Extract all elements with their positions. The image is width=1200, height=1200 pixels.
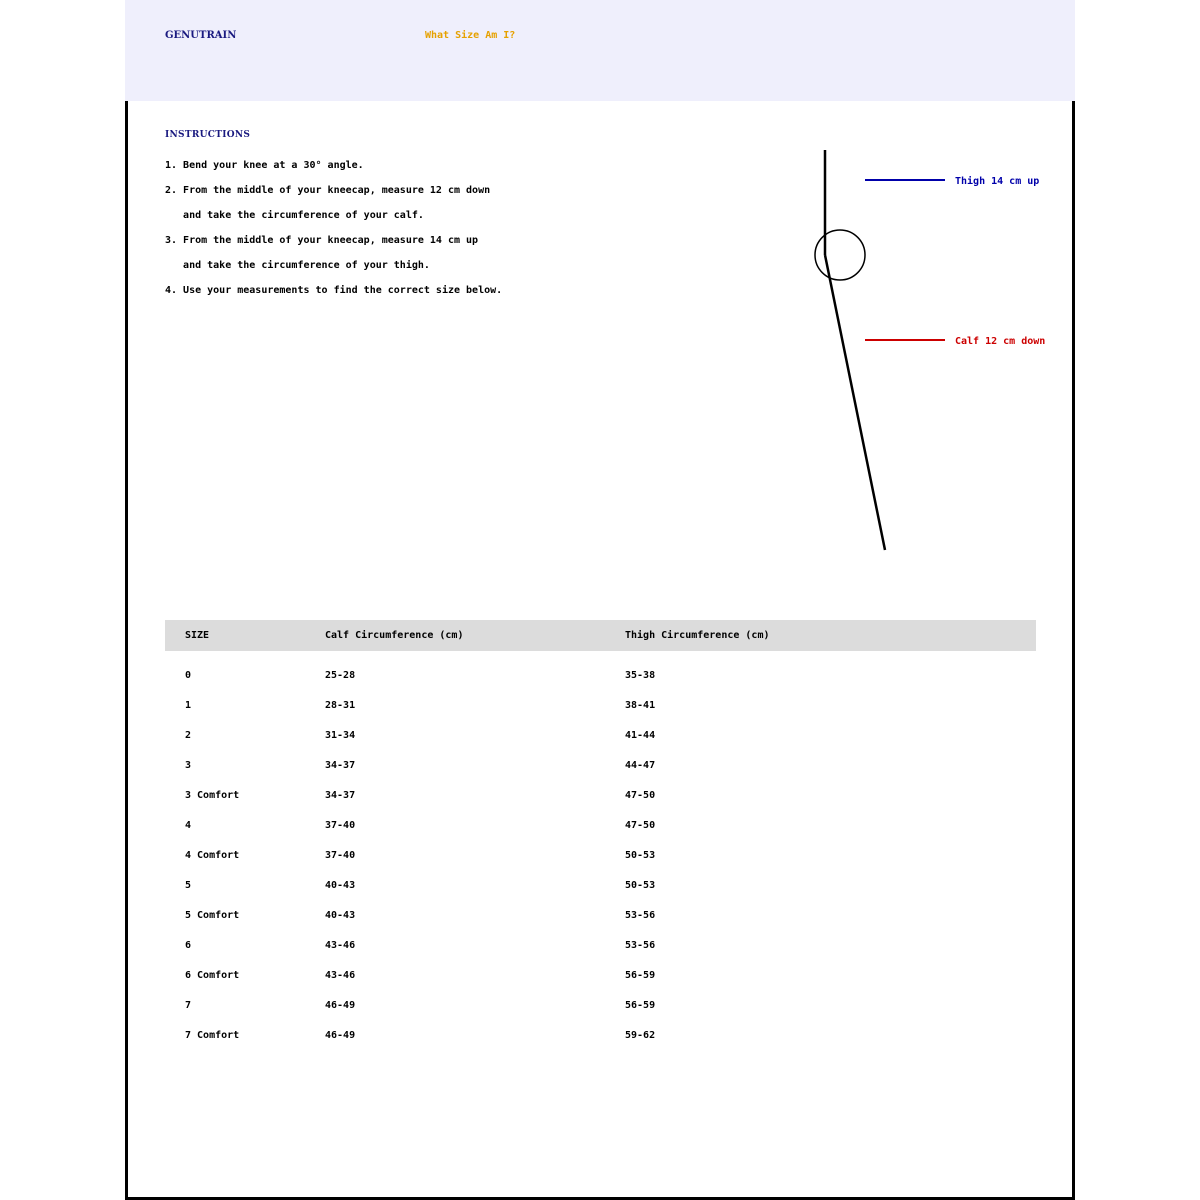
calf-cell: 43-46 [325,940,356,951]
thigh-cell: 47-50 [625,820,656,831]
kneecap-circle [815,230,865,280]
table-row [165,670,1036,700]
calf-cell: 46-49 [325,1000,356,1011]
instruction-line: 4. Use your measurements to find the correct size below. [165,285,503,296]
table-row [165,820,1036,850]
calf-marker-label: Calf 12 cm down [955,336,1046,347]
shin-line [825,255,885,550]
calf-cell: 28-31 [325,700,356,711]
table-row [165,700,1036,730]
table-row [165,1000,1036,1030]
table-row [165,760,1036,790]
header-calf: Calf Circumference (cm) [325,630,464,641]
size-cell: 1 [185,700,192,711]
instructions-heading: INSTRUCTIONS [165,130,251,140]
size-table [165,620,1036,1041]
size-cell: 5 Comfort [185,910,240,921]
calf-cell: 31-34 [325,730,356,741]
table-row [165,1030,1036,1060]
instruction-line: and take the circumference of your calf. [165,210,424,221]
size-cell: 7 [185,1000,192,1011]
thigh-cell: 41-44 [625,730,656,741]
header-bar [125,0,1075,101]
instruction-line: 2. From the middle of your kneecap, measure 12 cm down [165,185,491,196]
thigh-cell: 53-56 [625,940,656,951]
instruction-line: 3. From the middle of your kneecap, measure 14 cm up [165,235,479,246]
thigh-cell: 59-62 [625,1030,656,1041]
calf-cell: 34-37 [325,760,356,771]
thigh-cell: 56-59 [625,970,656,981]
table-row [165,850,1036,880]
size-cell: 4 Comfort [185,850,240,861]
size-cell: 0 [185,670,192,681]
table-row [165,790,1036,820]
thigh-cell: 53-56 [625,910,656,921]
size-cell: 3 Comfort [185,790,240,801]
thigh-marker-label: Thigh 14 cm up [955,176,1040,187]
size-cell: 4 [185,820,192,831]
knee-diagram [775,140,1075,560]
calf-cell: 34-37 [325,790,356,801]
size-cell: 6 [185,940,192,951]
calf-cell: 40-43 [325,880,356,891]
size-cell: 3 [185,760,192,771]
thigh-cell: 56-59 [625,1000,656,1011]
header-thigh: Thigh Circumference (cm) [625,630,770,641]
brand-name: GENUTRAIN [165,30,237,41]
calf-cell: 40-43 [325,910,356,921]
table-row [165,970,1036,1000]
thigh-cell: 35-38 [625,670,656,681]
thigh-cell: 44-47 [625,760,656,771]
header-size: SIZE [185,630,210,641]
calf-cell: 43-46 [325,970,356,981]
thigh-cell: 47-50 [625,790,656,801]
table-row [165,730,1036,760]
calf-cell: 25-28 [325,670,356,681]
size-cell: 2 [185,730,192,741]
table-row [165,940,1036,970]
table-row [165,880,1036,910]
calf-cell: 37-40 [325,820,356,831]
thigh-cell: 38-41 [625,700,656,711]
thigh-cell: 50-53 [625,850,656,861]
calf-cell: 37-40 [325,850,356,861]
calf-cell: 46-49 [325,1030,356,1041]
size-cell: 5 [185,880,192,891]
size-cell: 7 Comfort [185,1030,240,1041]
page-title: What Size Am I? [425,30,516,41]
table-header-row [165,620,1036,651]
size-guide-page [125,0,1075,1200]
thigh-cell: 50-53 [625,880,656,891]
instruction-line: 1. Bend your knee at a 30° angle. [165,160,364,171]
table-row [165,910,1036,940]
instruction-line: and take the circumference of your thigh. [165,260,430,271]
size-cell: 6 Comfort [185,970,240,981]
